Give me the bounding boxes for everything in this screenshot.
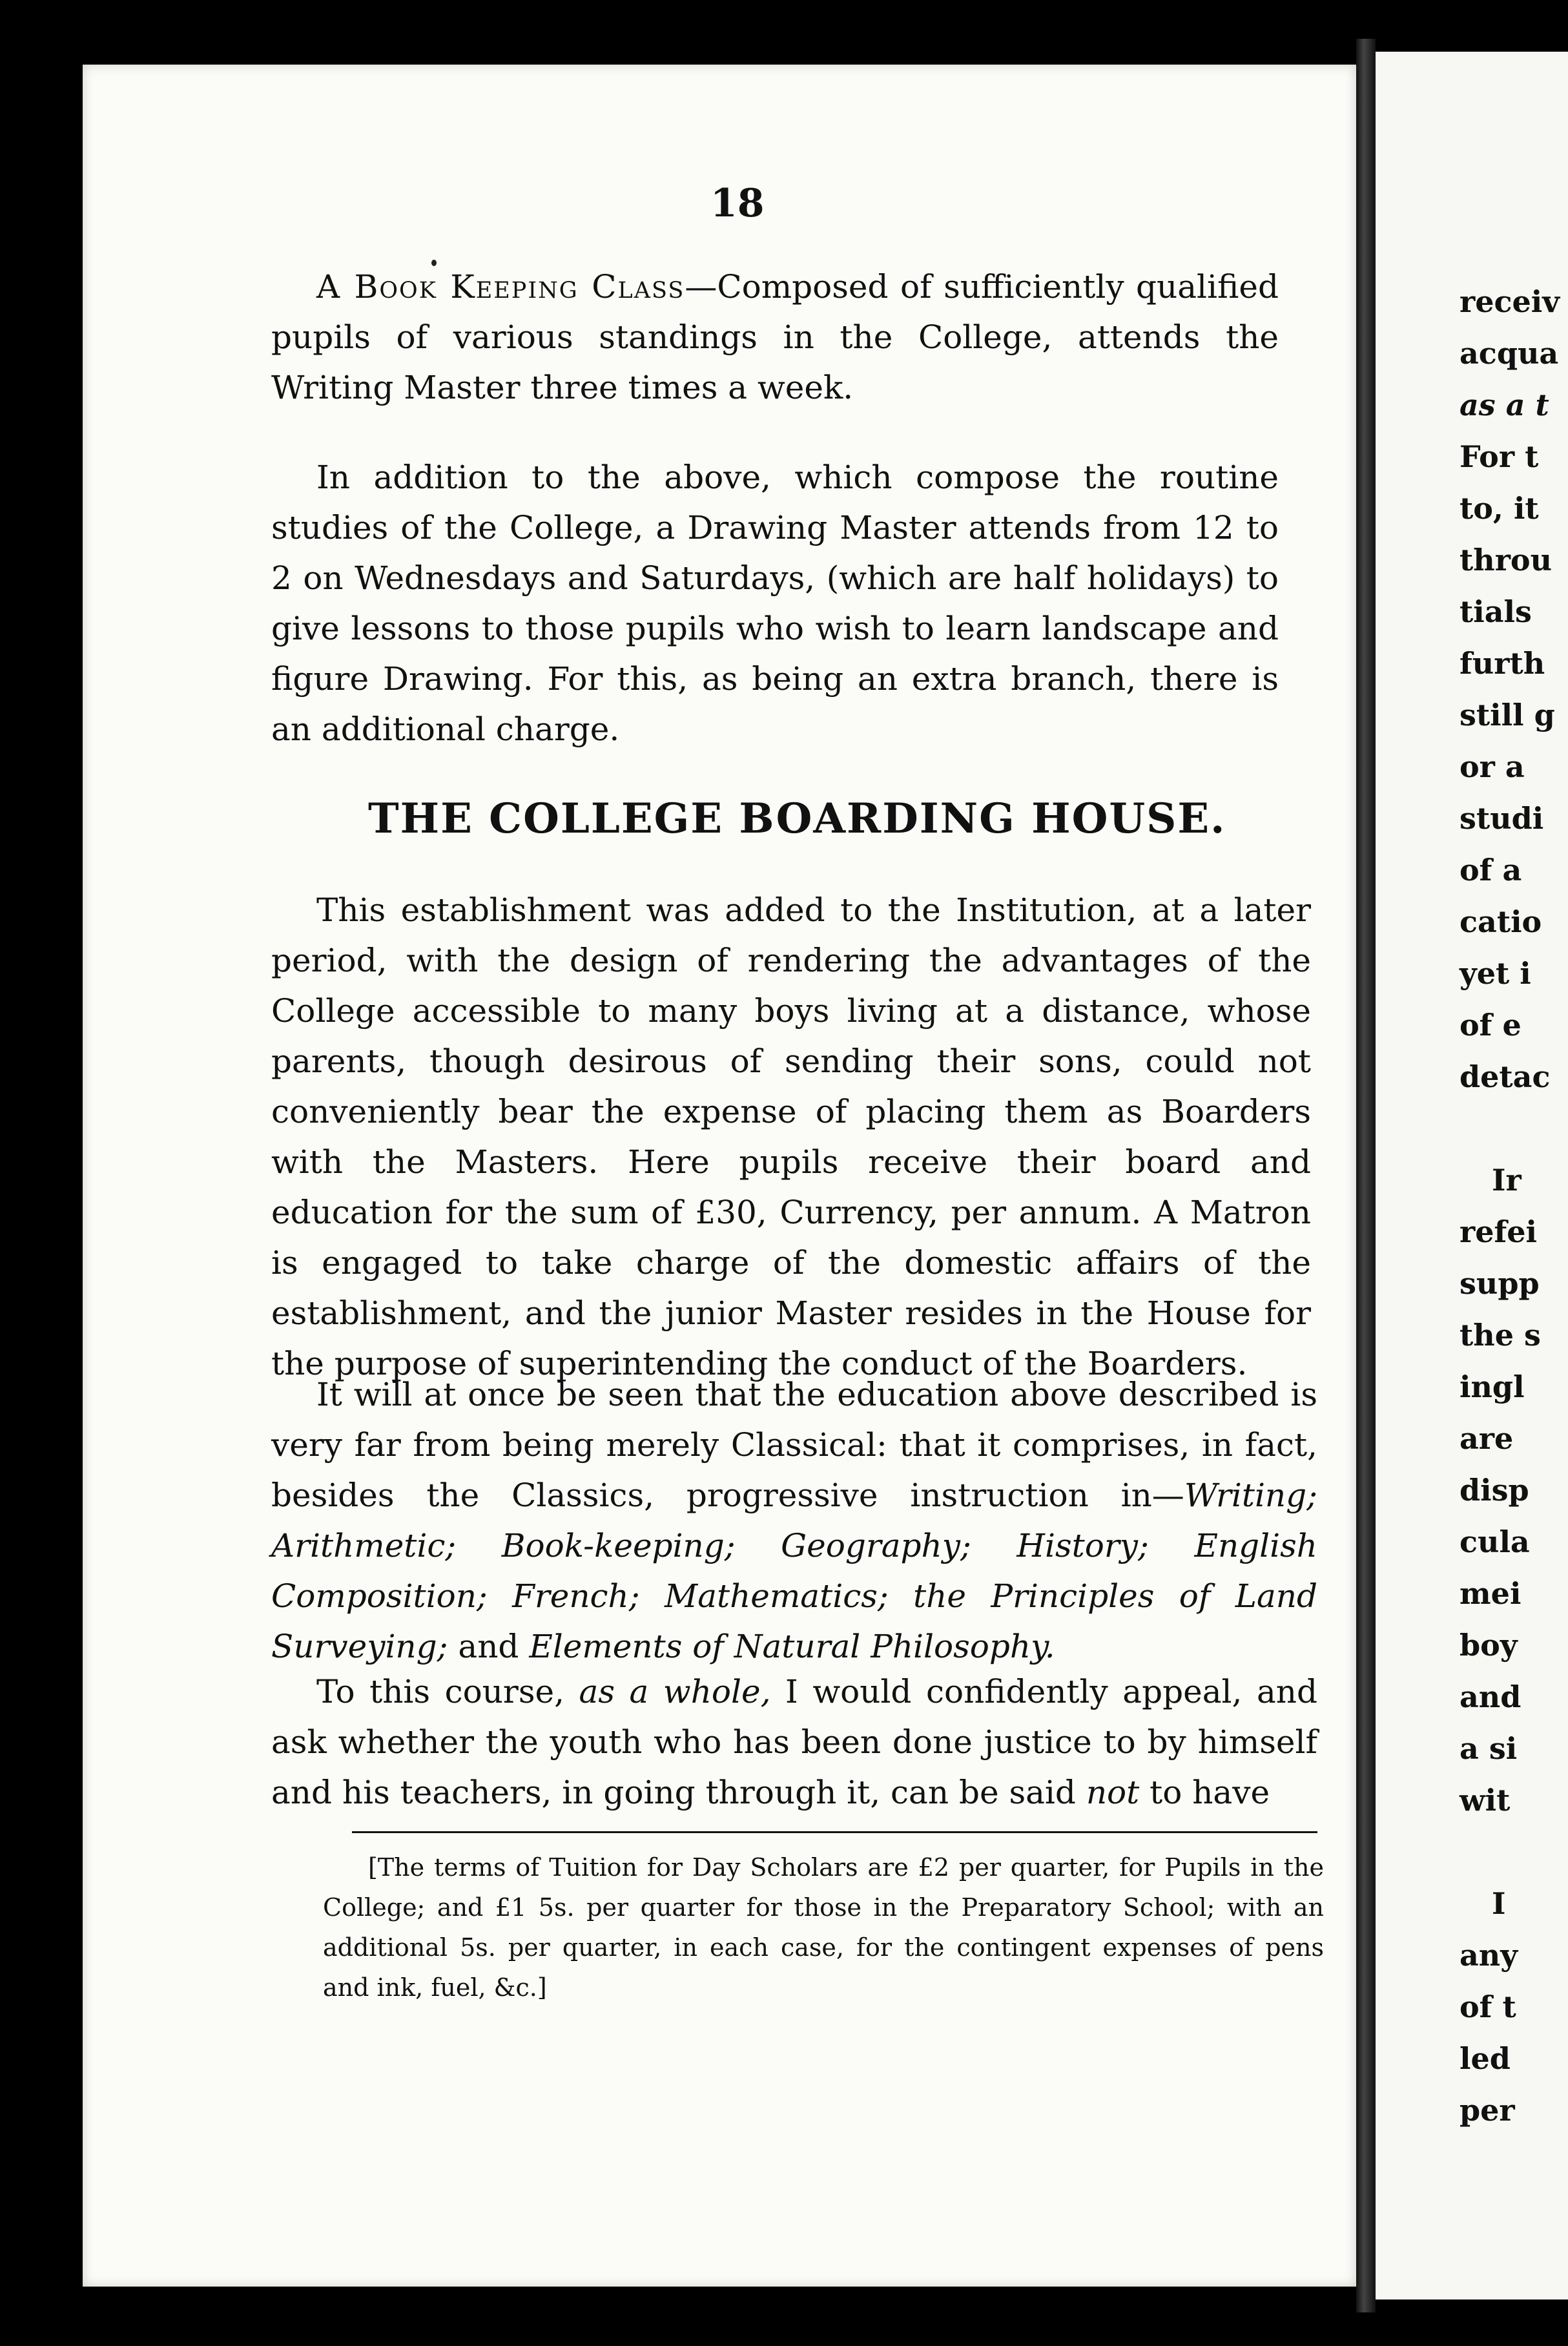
facing-page-line: studi [1460, 801, 1544, 836]
facing-page-line: of t [1460, 1989, 1516, 2024]
facing-page-line: Ir [1492, 1163, 1522, 1198]
facing-page-fragment [1376, 52, 1568, 2299]
facing-page-line: of e [1460, 1008, 1522, 1043]
drawing-master-text: In addition to the above, which compose the routine studies of the College, a Drawing Master attends from 12 to 2 on Wednesdays and Saturdays, (which are half holidays) to give lessons to those pupils who wish to learn landscape and figure Drawing. For this, as being an extra branch, there is an additional charge. [271, 459, 1279, 748]
facing-page-line: catio [1460, 904, 1542, 939]
facing-page-line: any [1460, 1938, 1518, 1973]
course-emphasis: as a whole, [579, 1673, 771, 1710]
facing-page-line: cula [1460, 1524, 1530, 1559]
print-speck [431, 260, 437, 266]
facing-page-line: led [1460, 2041, 1511, 2076]
facing-page-line: a si [1460, 1731, 1518, 1766]
book-keeping-caps: A Book Keeping Class [316, 268, 685, 306]
facing-page-line: tials [1460, 594, 1532, 629]
facing-page-line: the s [1460, 1318, 1541, 1353]
book-keeping-text: —Composed of sufficiently qualified pupils of various standings in the College, attends the Writing Master three times a week. [271, 268, 1279, 406]
facing-page-line: supp [1460, 1266, 1540, 1301]
establishment-text: This establishment was added to the Institution, at a later period, with the design of rendering the advantages of the College accessible to many boys living at a distance, whose parents, though desirous of sending their sons, could not conveniently bear the expense of placing them as Boarders with the Masters. Here pupils receive their board and education for the sum of £30, Currency, per annum. A Matron is engaged to take charge of the domestic affairs of the establishment, and the junior Master resides in the House for the purpose of superintending the conduct of the Boarders. [271, 891, 1311, 1382]
facing-page-line: per [1460, 2093, 1515, 2128]
facing-page-line: as a t [1460, 388, 1549, 422]
facing-page-line: and [1460, 1679, 1522, 1714]
facing-page-line: mei [1460, 1576, 1522, 1611]
facing-page-line: ingl [1460, 1369, 1525, 1404]
facing-page-line: furth [1460, 646, 1545, 681]
course-text-end: to have [1139, 1774, 1270, 1811]
establishment-paragraph [271, 885, 1311, 1389]
facing-page-line: to, it [1460, 491, 1539, 526]
course-not: not [1086, 1774, 1140, 1811]
facing-page-line: of a [1460, 853, 1522, 888]
footnote-rule [352, 1831, 1317, 1833]
education-text: It will at once be seen that the education above described is very far from being merely Classical: that it comprises, in fact, besides the Classics, progressive instruction in— [271, 1376, 1317, 1514]
footnote: [The terms of Tuition for Day Scholars are £2 per quarter, for Pupils in the College; and £1 5s. per quarter for those in the Preparatory School; with an additional 5s. per quarter, in each case, for the contingent expenses of pens and ink, fuel, &c.] [323, 1853, 1324, 2002]
facing-page-line: or a [1460, 749, 1525, 784]
book-keeping-paragraph [271, 262, 1279, 413]
education-paragraph [271, 1369, 1317, 1672]
education-and: and [448, 1628, 530, 1665]
course-paragraph [271, 1666, 1317, 1818]
course-text-mid: I would confidently appeal, and ask whether the youth who has been done justice to by himself and his teachers, in going through it, can be said [271, 1673, 1317, 1811]
facing-page-line: detac [1460, 1059, 1551, 1094]
facing-page-line: still g [1460, 698, 1555, 732]
facing-page-line: boy [1460, 1628, 1518, 1663]
education-philosophy: Elements of Natural Philosophy. [529, 1628, 1055, 1665]
book-gutter [1356, 39, 1376, 2312]
facing-page-line: are [1460, 1421, 1514, 1456]
facing-page-line: refei [1460, 1214, 1538, 1249]
facing-page-line: I [1492, 1886, 1506, 1921]
drawing-master-paragraph [271, 452, 1279, 754]
page-number: 18 [710, 181, 765, 226]
facing-page-line: acqua [1460, 336, 1559, 371]
facing-page-line: receiv [1460, 284, 1560, 319]
course-text-start: To this course, [316, 1673, 579, 1710]
education-subjects: Writing; Arithmetic; Book-keeping; Geography; History; English Composition; French; Mathematics; the Principles of Land Surveying; [271, 1477, 1317, 1665]
section-heading: THE COLLEGE BOARDING HOUSE. [368, 794, 1226, 843]
facing-page-line: wit [1460, 1783, 1511, 1818]
facing-page-line: yet i [1460, 956, 1531, 991]
facing-page-line: For t [1460, 439, 1539, 474]
facing-page-line: throu [1460, 543, 1553, 577]
facing-page-line: disp [1460, 1473, 1529, 1508]
